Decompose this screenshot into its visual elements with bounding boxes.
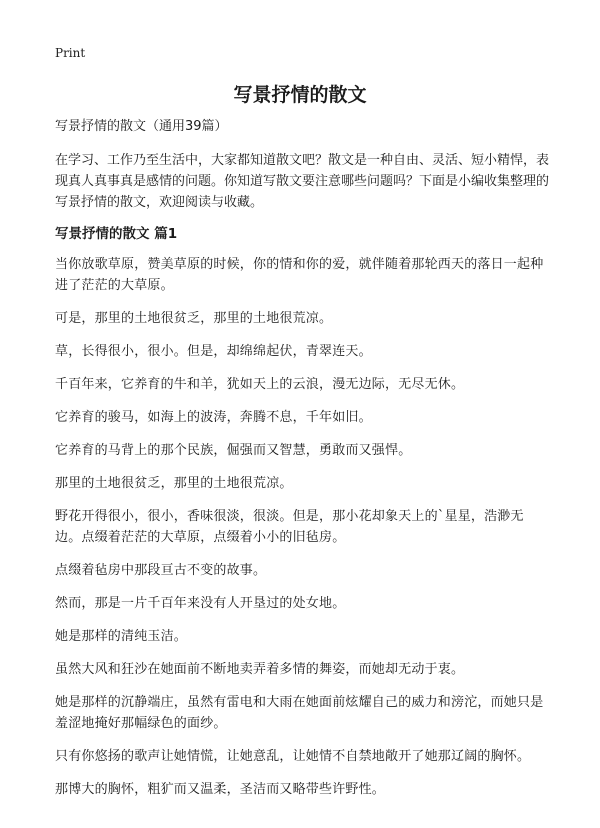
paragraph: 她是那样的沉静端庄，虽然有雷电和大雨在她面前炫耀自己的威力和滂沱，而她只是羞涩地掩好那幅绿色的面纱。 xyxy=(55,695,544,731)
print-link[interactable]: Print xyxy=(55,46,86,60)
paragraph: 它养育的骏马，如海上的波涛，奔腾不息，千年如旧。 xyxy=(55,410,372,425)
paragraph: 她是那样的清纯玉洁。 xyxy=(55,629,188,644)
paragraph: 然而，那是一片千百年来没有人开垦过的处女地。 xyxy=(55,596,346,611)
paragraph: 那博大的胸怀，粗犷而又温柔，圣洁而又略带些许野性。 xyxy=(55,782,386,797)
paragraph: 虽然大风和狂沙在她面前不断地卖弄着多情的舞姿，而她却无动于衷。 xyxy=(55,662,465,677)
paragraph: 可是，那里的土地很贫乏，那里的土地很荒凉。 xyxy=(55,311,333,326)
paragraph: 那里的土地很贫乏，那里的土地很荒凉。 xyxy=(55,476,293,491)
paragraph: 点缀着毡房中那段亘古不变的故事。 xyxy=(55,563,267,578)
paragraph: 只有你悠扬的歌声让她情慌，让她意乱，让她情不自禁地敞开了她那辽阔的胸怀。 xyxy=(55,749,531,764)
section-heading: 写景抒情的散文 篇1 xyxy=(55,226,178,242)
paragraph: 它养育的马背上的那个民族，倔强而又智慧，勇敢而又强悍。 xyxy=(55,443,412,458)
paragraph: 野花开得很小，很小，香味很淡，很淡。但是，那小花却象天上的`星星，浩渺无边。点缀着茫茫的大草原，点缀着小小的旧毡房。 xyxy=(55,509,524,545)
page-title: 写景抒情的散文 xyxy=(233,84,367,106)
paragraph: 草，长得很小，很小。但是，却绵绵起伏，青翠连天。 xyxy=(55,344,372,359)
article-subtitle: 写景抒情的散文（通用39篇） xyxy=(55,119,228,134)
article-body xyxy=(55,118,550,812)
paragraph: 千百年来，它养育的牛和羊，犹如天上的云浪，漫无边际，无尽无休。 xyxy=(55,377,465,392)
intro-paragraph: 在学习、工作乃至生活中，大家都知道散文吧？散文是一种自由、灵活、短小精悍，表现真人真事真是感情的问题。你知道写散文要注意哪些问题吗？下面是小编收集整理的写景抒情的散文，欢迎阅读与收藏。 xyxy=(55,153,550,210)
paragraph: 当你放歌草原，赞美草原的时候，你的情和你的爱，就伴随着那轮西天的落日一起种进了茫茫的大草原。 xyxy=(55,257,544,293)
